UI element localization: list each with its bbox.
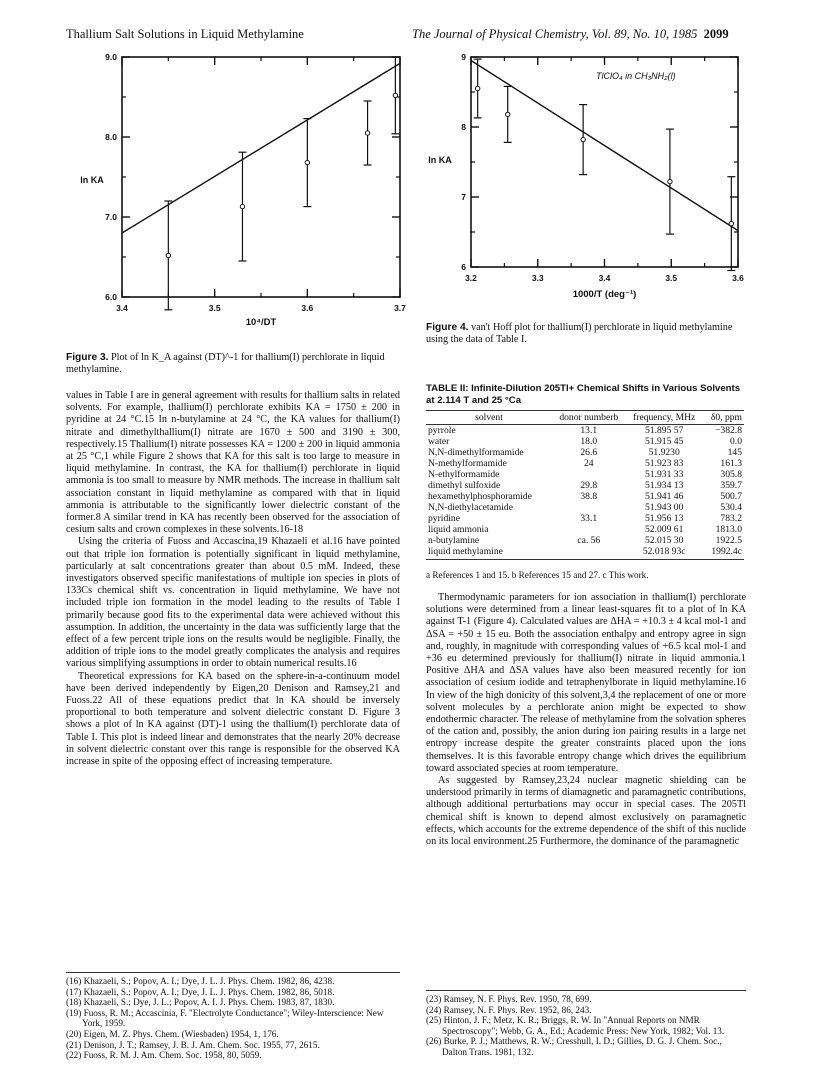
data-point xyxy=(581,137,585,141)
reference-item: (22) Fuoss, R. M. J. Am. Chem. Soc. 1958, 80, 5059. xyxy=(66,1050,262,1061)
figure-4-caption xyxy=(426,322,746,346)
reference-item: (16) Khazaeli, S.; Popov, A. I.; Dye, J. L. J. Phys. Chem. 1982, 86, 4238. xyxy=(66,976,335,986)
data-point xyxy=(668,179,672,183)
figure-4-label: Figure 4. xyxy=(426,322,469,333)
reference-item: (26) Burke, P. J.; Matthews, R. W.; Cresshull, I. D.; Gillies, D. G. J. Chem. Soc., Dalton Trans. 1981, 132. xyxy=(426,1036,722,1057)
table-2-footnote: a References 1 and 15. b References 15 and 27. c This work. xyxy=(426,570,649,580)
left-column xyxy=(66,390,400,768)
figure-3 xyxy=(66,45,406,335)
table-cell: 51.943 00 xyxy=(645,502,684,513)
reference-item: (21) Denison, J. T.; Ramsey, J. B. J. Am. Chem. Soc. 1955, 77, 2615. xyxy=(66,1039,320,1050)
table-row xyxy=(426,524,744,535)
table-cell: N,N-dimethylformamide xyxy=(428,447,524,458)
x-axis-label: 1000/T (deg⁻¹) xyxy=(572,289,637,300)
reference-item: (24) Ramsey, N. F. Phys. Rev. 1952, 86, 243. xyxy=(426,1004,592,1015)
table-cell: 51.923 83 xyxy=(645,458,684,469)
y-tick-label: 9.0 xyxy=(105,52,117,62)
table-cell xyxy=(552,546,625,560)
figure-4-caption-text: van't Hoff plot for thallium(I) perchlorate in liquid methylamine using the data of Table I. xyxy=(426,322,733,345)
table-cell: 51.934 13 xyxy=(645,480,684,491)
table-row xyxy=(426,480,744,491)
reference-item: (18) Khazaeli, S.; Dye, J. L.; Popov, A. I. J. Phys. Chem. 1983, 87, 1830. xyxy=(66,997,335,1008)
table-cell: 33.1 xyxy=(580,513,598,524)
table-cell: 51.931 33 xyxy=(645,469,684,480)
chart-annotation: TlClO₄ in CH₃NH₂(l) xyxy=(596,71,676,81)
references-right xyxy=(426,994,746,1058)
table-cell: 783.2 xyxy=(720,513,742,524)
footnote-rule xyxy=(66,972,400,973)
reference-item: (25) Hinton, J. F.; Metz, K. R.; Briggs, R. W. In "Annual Reports on NMR Spectroscopy"; Webb, G. A., Ed.; Academic Press: New York, 1982; Vol. 13. xyxy=(426,1015,725,1036)
table-cell: hexamethylphosphoramide xyxy=(428,491,532,502)
table-cell: N,N-diethylacetamide xyxy=(428,502,513,513)
figure-4 xyxy=(426,45,746,315)
x-axis-label: 10⁴/DT xyxy=(245,317,277,328)
table-row xyxy=(426,425,744,437)
paragraph: As suggested by Ramsey,23,24 nuclear magnetic shielding can be understood primarily in terms of diamagnetic and paramagnetic contributions, although additional perturbations may occur in special cases. The 205Tl chemical shift is known to depend almost exclusively on paramagnetic effects, which accounts for the extreme dependence of the shift of this nuclide on its local environment.25 Furthermore, the dominance of the paramagnetic xyxy=(426,775,746,848)
reference-item: (20) Eigen, M. Z. Phys. Chem. (Wiesbaden) 1954, 1, 176. xyxy=(66,1028,279,1039)
col-header: donor numberb xyxy=(552,411,625,425)
journal-citation: The Journal of Physical Chemistry, Vol. 89, No. 10, 1985 2099 xyxy=(412,27,729,41)
figure-3-caption-text: Plot of ln K_A against (DT)^-1 for thallium(I) perchlorate in liquid methylamine. xyxy=(66,352,385,375)
table-cell: 26.6 xyxy=(580,447,598,458)
figure-3-caption xyxy=(66,352,400,376)
x-tick-label: 3.3 xyxy=(531,273,544,283)
data-point xyxy=(729,221,733,225)
y-axis-label: ln KA xyxy=(80,175,104,185)
col-header: δ0, ppm xyxy=(703,411,744,425)
footnote-rule xyxy=(426,990,746,991)
table-cell: 1922.5 xyxy=(715,535,742,546)
y-tick-label: 7 xyxy=(461,192,466,202)
table-cell: 51.915 45 xyxy=(645,436,684,447)
table-cell xyxy=(552,469,625,480)
right-column xyxy=(426,592,746,848)
data-point xyxy=(393,93,397,97)
table-cell: pyridine xyxy=(428,513,460,524)
table-cell: water xyxy=(428,436,450,447)
table-cell: 52.009 61 xyxy=(645,524,684,535)
table-cell xyxy=(552,502,625,513)
table-cell: pyrrole xyxy=(428,425,456,436)
running-head: Thallium Salt Solutions in Liquid Methylamine xyxy=(66,27,304,41)
table-cell: 29.8 xyxy=(580,480,598,491)
table-cell: 24 xyxy=(583,458,594,469)
reference-item: (19) Fuoss, R. M.; Accascinia, F. "Electrolyte Conductance"; Wiley-Interscience: New York, 1959. xyxy=(66,1007,384,1029)
table-cell: N-ethylformamide xyxy=(428,469,500,480)
data-point xyxy=(475,86,479,90)
table-row xyxy=(426,447,744,458)
data-point xyxy=(365,131,369,135)
table-cell: liquid ammonia xyxy=(428,524,489,535)
y-axis-label: ln KA xyxy=(428,155,452,165)
x-tick-label: 3.7 xyxy=(394,303,406,313)
table-cell: liquid methylamine xyxy=(426,546,552,560)
table-cell: 145 xyxy=(727,447,742,458)
data-point xyxy=(506,112,510,116)
x-tick-label: 3.6 xyxy=(301,303,314,313)
table-cell: 0.0 xyxy=(730,436,742,447)
data-point xyxy=(240,204,244,208)
y-tick-label: 7.0 xyxy=(105,212,117,222)
table-cell: ca. 56 xyxy=(577,535,601,546)
table-cell: 52.018 93c xyxy=(626,546,703,560)
table-cell: dimethyl sulfoxide xyxy=(428,480,501,491)
x-tick-label: 3.6 xyxy=(732,273,744,283)
plot-frame xyxy=(471,57,738,267)
y-tick-label: 6.0 xyxy=(105,292,117,302)
table-cell: 530.4 xyxy=(720,502,742,513)
table-cell: −382.8 xyxy=(715,425,742,436)
figure-3-label: Figure 3. xyxy=(66,352,109,363)
table-row xyxy=(426,491,744,502)
references-left xyxy=(66,976,400,1061)
y-tick-label: 8.0 xyxy=(105,132,117,142)
table-cell: 13.1 xyxy=(580,425,598,436)
x-tick-label: 3.4 xyxy=(598,273,611,283)
paragraph: values in Table I are in general agreement with results for thallium salts in related solvents. For example, thallium(I) perchlorate exhibits KA = 1750 ± 200 in pyridine at 24 °C.15 In n-butylamine at 24 °C, the KA values for thallium(I) nitrate and dimethylthallium(I) nitrate are 1670 ± 500 and 3190 ± 300, respectively.15 Thallium(I) nitrate possesses KA = 1200 ± 200 in liquid ammonia at 25 °C,1 while Figure 2 shows that KA for this salt is too large to measure in liquid methylamine. In contrast, the KA for thallium(I) perchlorate in liquid ammonia is too small to measure by NMR methods. The increase in thallium salt association constant in liquid methylamine as compared with that in liquid ammonia is attributable to the significantly lower dielectric constant of the former.8 A similar trend in KA has recently been observed for the association of cesium salts and crown complexes in these solvents.16-18 xyxy=(66,390,400,536)
x-tick-label: 3.2 xyxy=(465,273,477,283)
table-cell: 51.9230 xyxy=(648,447,680,458)
table-row xyxy=(426,469,744,480)
table-cell: 38.8 xyxy=(580,491,598,502)
table-cell: 359.7 xyxy=(720,480,742,491)
table-row xyxy=(426,513,744,524)
col-header: frequency, MHz xyxy=(626,411,703,425)
table-cell xyxy=(552,524,625,535)
table-cell: 161.3 xyxy=(720,458,742,469)
reference-item: (23) Ramsey, N. F. Phys. Rev. 1950, 78, 699. xyxy=(426,994,592,1004)
table-cell: 51.956 13 xyxy=(645,513,684,524)
data-point xyxy=(166,253,170,257)
table-row xyxy=(426,458,744,469)
paragraph: Theoretical expressions for KA based on the sphere-in-a-continuum model have been derived independently by Eigen,20 Denison and Ramsey,21 and Fuoss.22 All of these equations predict that ln KA should be inversely proportional to both temperature and solvent dielectric constant D. Figure 3 shows a plot of ln KA against (DT)-1 using the thallium(I) perchlorate data of Table I. This plot is indeed linear and demonstrates that the nearly 20% decrease in solvent dielectric constant over this range is responsible for the observed KA increase in spite of the opposing effect of increasing temperature. xyxy=(66,670,400,768)
y-tick-label: 9 xyxy=(461,52,466,62)
table-2 xyxy=(426,410,744,560)
page-number: 2099 xyxy=(703,27,729,41)
table-row xyxy=(426,535,744,546)
table-cell: 500.7 xyxy=(720,491,742,502)
paragraph: Thermodynamic parameters for ion association in thallium(I) perchlorate solutions were determined from a linear least-squares fit to a plot of ln KA against T-1 (Figure 4). Calculated values are ΔHA = +10.3 ± 4 kcal mol-1 and ΔSA = +50 ± 15 eu. Both the association enthalpy and entropy agree in sign and, roughly, in magnitude with corresponding values of +6.5 kcal mol-1 and +36 eu determined previously for thallium(I) nitrate in liquid ammonia.1 Positive ΔHA and ΔSA values have also been measured recently for ion association of cesium iodide and tetraphenylborate in liquid methylamine.16 In view of the high donicity of this solvent,3,4 the replacement of one or more solvent molecules by a perchlorate anion might be expected to show endothermic character. The release of methylamine from the solvation spheres of the cation and, possibly, the anion during ion pairing results in a large net entropy increase despite the greater constraints placed upon the ions themselves. It is this favorable entropy change which drives the equilibrium toward associated species at room temperature. xyxy=(426,592,746,774)
x-tick-label: 3.5 xyxy=(665,273,678,283)
table-row xyxy=(426,502,744,513)
paragraph: Using the criteria of Fuoss and Accascina,19 Khazaeli et al.16 have pointed out that triple ion formation is potentially significant in liquid methylamine, particularly at salt concentrations greater than about 0.5 mM. Indeed, these investigators observed specific manifestations of multiple ion species in plots of 133Cs chemical shift vs. concentration in liquid methylamine. We have not included triple ion formation in the model leading to the results of Table I primarily because good fits to the experimental data were achieved without this assumption. In addition, the uncertainty in the data was sufficiently large that the effect of a few percent triple ions on the results would be negligible. Finally, the addition of triple ions to the model greatly complicates the analysis and requires various simplifying assumptions in order to obtain numerical results.16 xyxy=(66,536,400,670)
figure-4-chart xyxy=(426,45,746,315)
x-tick-label: 3.4 xyxy=(116,303,128,313)
table-row xyxy=(426,436,744,447)
table-cell: 18.0 xyxy=(580,436,598,447)
table-cell: n-butylamine xyxy=(428,535,480,546)
reference-item: (17) Khazaeli, S.; Popov, A. I.; Dye, J. L. J. Phys. Chem. 1982, 86, 5018. xyxy=(66,986,335,997)
col-header: solvent xyxy=(426,411,552,425)
table-cell: 51.941 46 xyxy=(645,491,684,502)
plot-frame xyxy=(122,57,400,297)
table-2-title: TABLE II: Infinite-Dilution 205Tl+ Chemical Shifts in Various Solvents at 2.114 T and 25 °Ca xyxy=(426,383,741,406)
x-tick-label: 3.5 xyxy=(208,303,221,313)
table-cell: N-methylformamide xyxy=(428,458,507,469)
table-cell: 52.015 30 xyxy=(645,535,684,546)
fit-line xyxy=(122,63,400,233)
table-cell: 305.8 xyxy=(720,469,742,480)
figure-3-chart xyxy=(66,45,406,335)
y-tick-label: 8 xyxy=(461,122,466,132)
data-point xyxy=(305,160,309,164)
table-row xyxy=(426,546,744,560)
table-cell: 51.895 57 xyxy=(645,425,684,436)
table-cell: 1813.0 xyxy=(715,524,742,535)
y-tick-label: 6 xyxy=(461,262,466,272)
table-cell: 1992.4c xyxy=(703,546,744,560)
